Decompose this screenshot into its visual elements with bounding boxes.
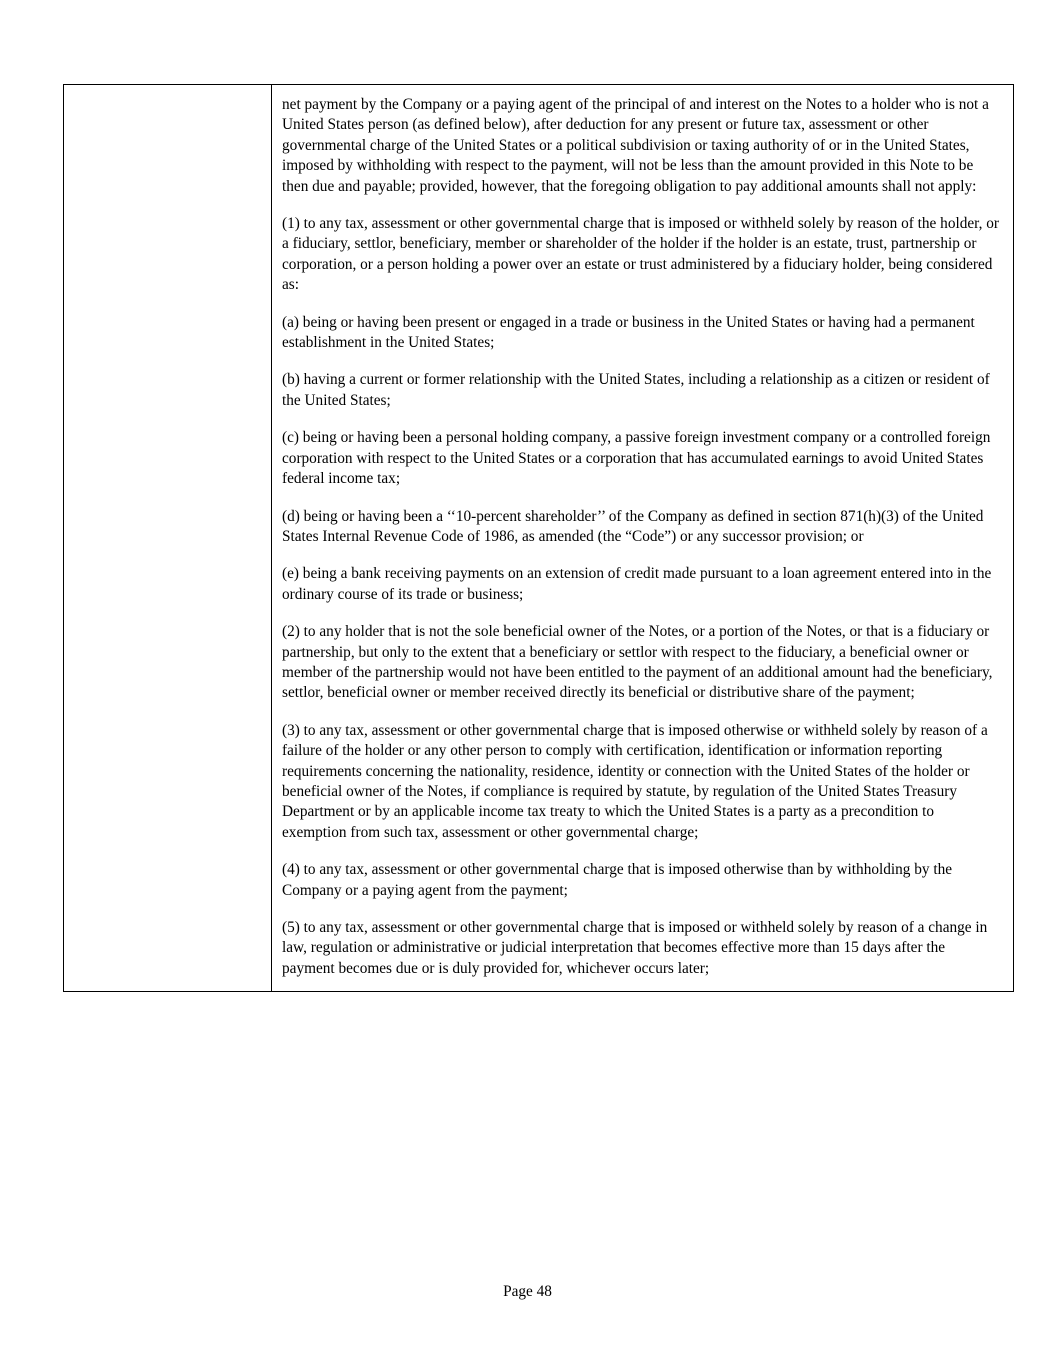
paragraph: (b) having a current or former relationship with the United States, including a relationship as a citizen or resident of the United States; bbox=[282, 371, 990, 409]
paragraph: (1) to any tax, assessment or other governmental charge that is imposed or withheld solely by reason of the holder, or a fiduciary, settlor, beneficiary, member or shareholder of the holder if the holder is an estate, trust, partnership or corporation, or a person holding a power over an estate or trust administered by a fiduciary holder, being considered as: bbox=[282, 215, 1000, 294]
paragraph: (4) to any tax, assessment or other governmental charge that is imposed otherwise than by withholding by the Company or a paying agent from the payment; bbox=[282, 861, 953, 899]
gutter-column bbox=[64, 85, 272, 992]
paragraph: (d) being or having been a ‘‘10-percent shareholder’’ of the Company as defined in section 871(h)(3) of the United States Internal Revenue Code of 1986, as amended (the “Code”) or any successor provision; or bbox=[282, 507, 984, 545]
paragraph: net payment by the Company or a paying agent of the principal of and interest on the Notes to a holder who is not a United States person (as defined below), after deduction for any present or future tax, assessment or other governmental charge of the United States or a political subdivision or taxing authority of or in the United States, imposed by withholding with respect to the payment, will not be less than the amount provided in this Note to be then due and payable; provided, however, that the foregoing obligation to pay additional amounts shall not apply: bbox=[282, 96, 989, 195]
paragraph: (a) being or having been present or engaged in a trade or business in the United States or having had a permanent establishment in the United States; bbox=[282, 313, 975, 352]
table-row bbox=[64, 85, 1014, 992]
paragraph: (5) to any tax, assessment or other governmental charge that is imposed or withheld solely by reason of a change in law, regulation or administrative or judicial interpretation that becomes effective more than 15 days after the payment becomes due or is duly provided for, whichever occurs later; bbox=[282, 919, 988, 977]
paragraph: (3) to any tax, assessment or other governmental charge that is imposed otherwise or withheld solely by reason of a failure of the holder or any other person to comply with certification, identification or information reporting requirements concerning the nationality, residence, identity or connection with the United States of the holder or beneficial owner of the Notes, if compliance is required by statute, by regulation of the United States Treasury Department or by an applicable income tax treaty to which the United States is a party as a precondition to exemption from such tax, assessment or other governmental charge; bbox=[282, 721, 988, 841]
document-table bbox=[63, 84, 1014, 992]
paragraph: (c) being or having been a personal holding company, a passive foreign investment company or a controlled foreign corporation with respect to the United States or a corporation that has accumulated earnings to avoid United States federal income tax; bbox=[282, 429, 991, 488]
paragraph: (e) being a bank receiving payments on an extension of credit made pursuant to a loan agreement entered into in the ordinary course of its trade or business; bbox=[282, 565, 992, 603]
paragraph: (2) to any holder that is not the sole beneficial owner of the Notes, or a portion of the Notes, or that is a fiduciary or partnership, but only to the extent that a beneficiary or settlor with respect to the fiduciary, a beneficial owner or member of the partnership would not have been entitled to the payment of an additional amount had the beneficiary, settlor, beneficial owner or member received directly its beneficial or distributive share of the payment; bbox=[282, 623, 993, 702]
body-column bbox=[272, 85, 1014, 992]
page-footer: Page 48 bbox=[503, 1283, 552, 1300]
